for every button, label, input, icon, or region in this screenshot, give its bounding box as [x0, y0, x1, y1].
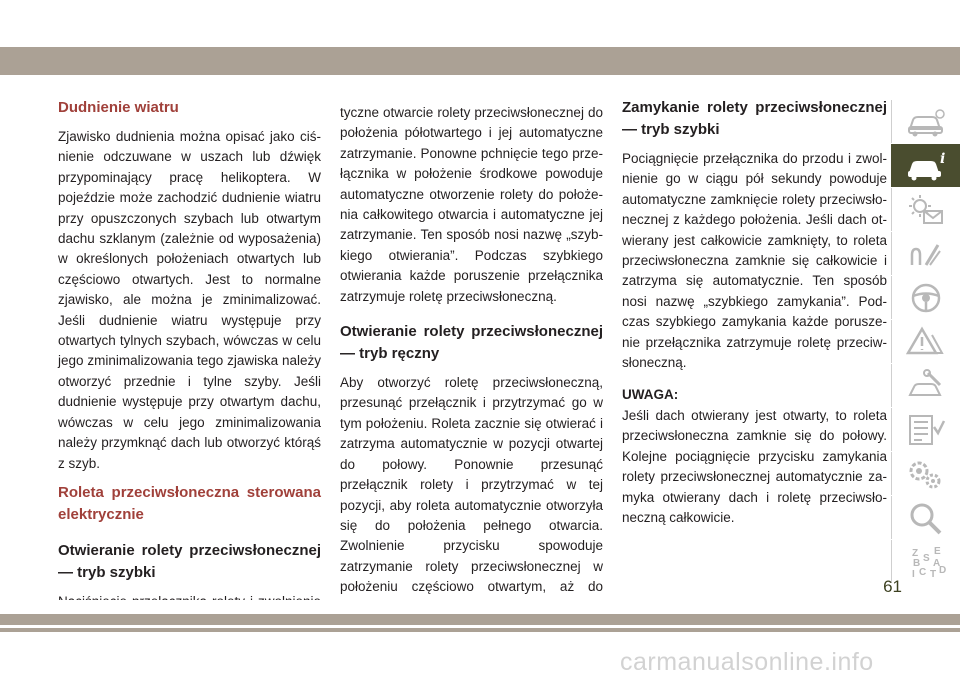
index-letters-icon	[906, 545, 946, 579]
index-letter: E	[934, 545, 941, 557]
search-magnifier-icon	[906, 501, 946, 535]
paragraph-dudnienie: Zjawisko dudnienia można opisać jako ciśnienie odczuwane w uszach lub dźwięk przypominający pracę helikoptera. W pojeździe może zachodzić dudnienie wiatru przy opuszczonych szybach lub otwartym dachu szklanym (zależnie od wyposażenia) w określonych położeniach otwartych lub częściowo otwartych. Jest to normalne zjawisko, ale można je zminimalizować. Jeśli dudnienie wiatru występuje przy otwartych tylnych szybach, wówczas w celu jego zminimalizowania tego zjawiska należy otworzyć przednie i tylne szyby. Jeśli dudnienie występuje przy otwartym dachu, wówczas w celu jego zminimalizowania należy przymknąć dach lub otworzyć którąś z szyb.	[58, 129, 321, 471]
bottom-band-stripe	[0, 614, 960, 625]
paragraph-zamykanie-szybki: Pociągnięcie przełącznika do przodu i zwolnienie go w ciągu pół sekundy powoduje automatyczne zamknięcie rolety przeciwsłonecznej z każdego położenia. Jeśli dach otwierany jest całkowicie zamknięty, to roleta przeciwsłoneczna zamknie się całkowicie i zatrzyma się automatycznie. Ten sposób nosi nazwę „szybkiego zamykania”. Podczas szybkiego zamykania każde poruszenie przełącznika zatrzymuje roletę przeciwsłoneczną.	[622, 151, 887, 371]
heading-zamykanie-szybki: Zamykanie rolety przeciwsłonecznej — tryb szybki	[622, 99, 887, 138]
tab-chapter-1[interactable]	[891, 100, 960, 143]
paragraph-otwieranie-reczny: Aby otworzyć roletę przeciwsłoneczną, przesunąć przełącznik i przytrzymać go w tym położeniu. Roleta zacznie się otwierać i zatrzyma automatycznie w pozycji otwartej do połowy. Ponownie przesunąć przełącznik rolety i przytrzymać w tej pozycji, aby roleta automatycznie otworzyła się do położenia pełnego otwarcia. Zwolnienie przycisku spowoduje zatrzymanie rolety przeciwsłonecznej w położeniu częściowo otwartym, aż do	[340, 375, 603, 595]
column-3	[622, 97, 887, 528]
dashboard-gauges-icon	[906, 237, 946, 271]
index-letter: B	[913, 557, 921, 569]
column-2	[340, 103, 603, 618]
settings-gears-icon	[906, 457, 946, 491]
tab-chapter-3[interactable]	[891, 188, 960, 231]
tab-chapter-6[interactable]	[891, 320, 960, 363]
steering-wheel-icon	[906, 281, 946, 315]
index-letter: C	[919, 566, 927, 578]
tab-chapter-4[interactable]	[891, 232, 960, 275]
tab-chapter-7[interactable]	[891, 364, 960, 407]
note-label: UWAGA:	[622, 387, 679, 403]
tab-chapter-9[interactable]	[891, 452, 960, 495]
note-paragraph: Jeśli dach otwierany jest otwarty, to roleta przeciwsłoneczna zamknie się do połowy. Kolejne pociągnięcie przycisku zamykania rolety przeciwsłonecznej automatycznie zamyka otwierany dach i roletę przeciwsłoneczną całkowicie.	[622, 407, 887, 525]
tab-chapter-2-active[interactable]	[891, 144, 960, 187]
svg-text:i: i	[939, 150, 945, 167]
watermark: carmanualsonline.info	[620, 648, 874, 676]
index-letter: S	[923, 552, 930, 564]
checklist-icon	[906, 413, 946, 447]
bottom-band-thin-stripe	[0, 628, 960, 632]
tab-chapter-10[interactable]	[891, 496, 960, 539]
wrench-car-icon	[906, 369, 946, 403]
heading-otwieranie-reczny: Otwieranie rolety przeciwsłonecznej — tryb ręczny	[340, 323, 603, 363]
car-info-icon	[906, 149, 946, 183]
index-letter: I	[912, 568, 915, 579]
heading-dudnienie: Dudnienie wiatru	[58, 99, 179, 116]
sun-mail-icon	[906, 193, 946, 227]
tab-chapter-5[interactable]	[891, 276, 960, 319]
index-letter: A	[933, 557, 941, 569]
page-number: 61	[883, 577, 902, 596]
index-letter: D	[939, 564, 946, 576]
warning-triangle-icon	[906, 325, 946, 359]
paragraph-otwieranie-szybki-cont: tyczne otwarcie rolety przeciwsłonecznej do położenia półotwartego i jej automatyczne zatrzymanie. Ponowne pchnięcie tego przełącznika w położenie środkowe powoduje automatyczne otworzenie rolety do położenia całkowitego otwarcia i automatyczne jej zatrzymanie. Ten sposób nosi nazwę „szybkiego otwierania”. Podczas szybkiego otwierania każde poruszenie przełącznika zatrzymuje roletę przeciwsłoneczną.	[340, 105, 603, 304]
top-band-stripe	[0, 47, 960, 75]
car-info-icon	[906, 105, 946, 139]
top-band	[0, 0, 960, 75]
tab-chapter-8[interactable]	[891, 408, 960, 451]
index-letter: Z	[912, 547, 919, 559]
chapter-sidebar	[891, 100, 960, 584]
index-letter: T	[930, 568, 937, 579]
heading-roleta: Roleta przeciwsłoneczna sterowana elektrycznie	[58, 483, 321, 523]
column-1	[58, 97, 321, 633]
heading-otwieranie-szybki: Otwieranie rolety przeciwsłonecznej — tryb szybki	[58, 541, 321, 581]
